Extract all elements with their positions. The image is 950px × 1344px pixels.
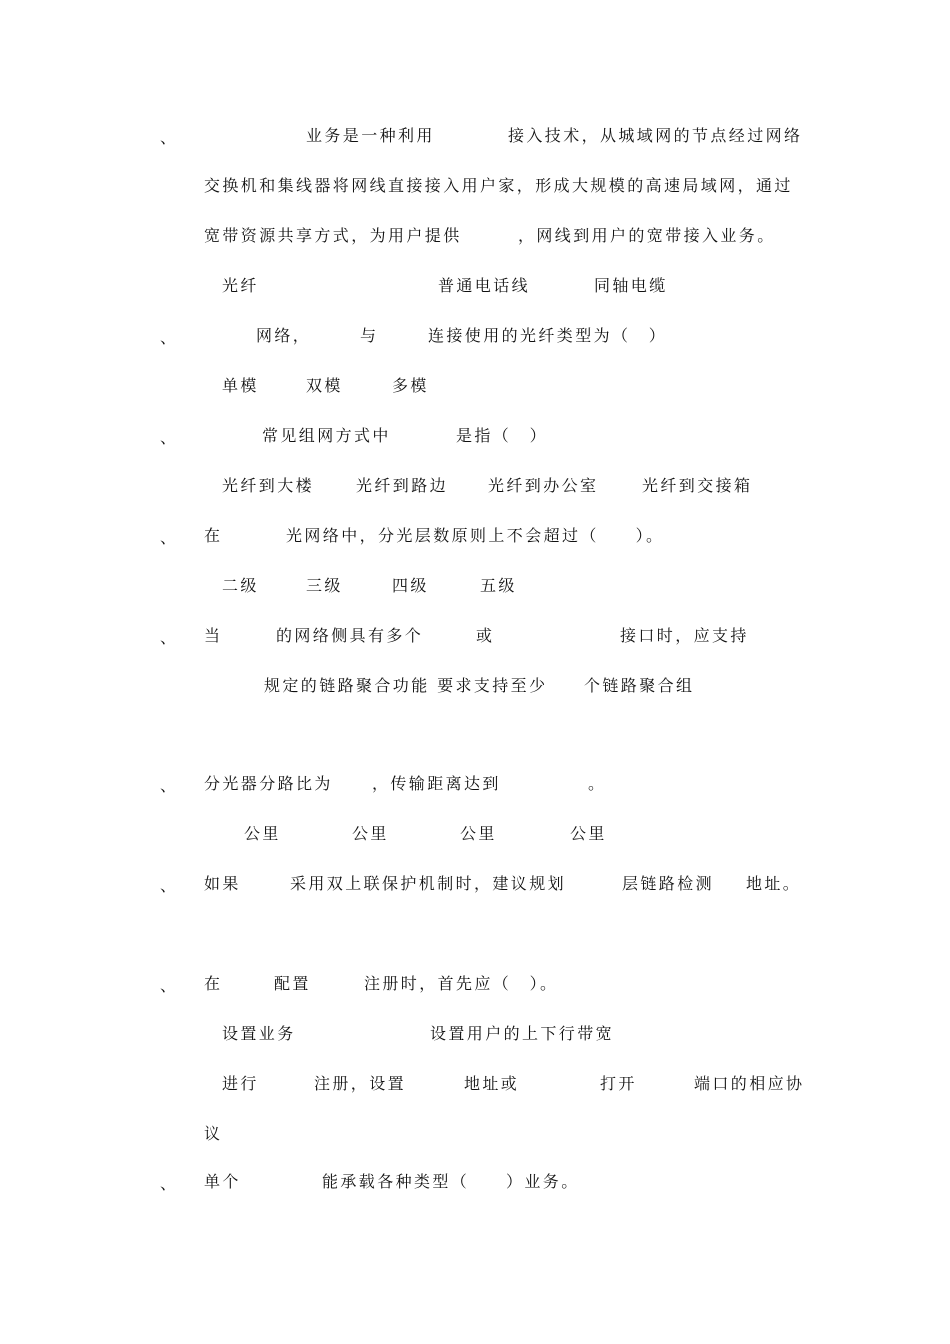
q5-text: 个链路聚合组 [584, 676, 695, 695]
q1-option: 普通电话线 [438, 276, 531, 295]
question-4-marker: 、 [160, 528, 177, 547]
q2-option: 双模 [306, 376, 343, 395]
q6-option: 公里 [460, 824, 497, 843]
q7-text: 采用双上联保护机制时，建议规划 [290, 874, 567, 893]
q4-text: 光网络中，分光层数原则上不会超过（ ）。 [286, 526, 665, 545]
q1-text: 接入技术，从城域网的节点经过网络 [508, 126, 803, 145]
q1-text: 业务是一种利用 [306, 126, 435, 145]
question-8-marker: 、 [160, 976, 177, 995]
q4-option: 四级 [392, 576, 429, 595]
q1-text: ，网线到用户的宽带接入业务。 [518, 226, 776, 245]
q8-option: 设置业务 [222, 1024, 296, 1043]
q8-option: 注册，设置 [314, 1074, 407, 1093]
q5-text: 的网络侧具有多个 [276, 626, 424, 645]
q1-option: 光纤 [222, 276, 259, 295]
q6-option: 公里 [244, 824, 281, 843]
q8-option: 打开 [600, 1074, 637, 1093]
q4-option: 五级 [480, 576, 517, 595]
q3-option: 光纤到交接箱 [642, 476, 753, 495]
q6-option: 公里 [570, 824, 607, 843]
q8-text: 配置 [274, 974, 311, 993]
question-3-marker: 、 [160, 428, 177, 447]
q8-option: 设置用户的上下行带宽 [430, 1024, 615, 1043]
q2-text: 网络， [256, 326, 312, 345]
q6-text: 分光器分路比为 [204, 774, 333, 793]
q5-text: 接口时，应支持 [620, 626, 749, 645]
q3-option: 光纤到办公室 [488, 476, 599, 495]
q3-text: 常见组网方式中 [262, 426, 391, 445]
question-2-marker: 、 [160, 328, 177, 347]
question-7-marker: 、 [160, 876, 177, 895]
q9-text: 能承载各种类型（ ）业务。 [322, 1172, 580, 1191]
q6-text: 。 [588, 774, 607, 793]
q2-text: 连接使用的光纤类型为（ ） [428, 326, 668, 345]
q7-text: 地址。 [746, 874, 802, 893]
q2-option: 多模 [392, 376, 429, 395]
q8-option: 端口的相应协 [694, 1074, 805, 1093]
q2-text: 与 [360, 326, 379, 345]
q1-text: 交换机和集线器将网线直接接入用户家，形成大规模的高速局域网，通过 [204, 176, 793, 195]
q8-text: 在 [204, 974, 223, 993]
q8-option: 进行 [222, 1074, 259, 1093]
q2-option: 单模 [222, 376, 259, 395]
q4-text: 在 [204, 526, 223, 545]
question-9-marker: 、 [160, 1174, 177, 1193]
q8-option: 地址或 [464, 1074, 520, 1093]
q3-option: 光纤到路边 [356, 476, 449, 495]
q6-text: ，传输距离达到 [372, 774, 501, 793]
q6-option: 公里 [352, 824, 389, 843]
q3-text: 是指（ ） [456, 426, 549, 445]
q4-option: 二级 [222, 576, 259, 595]
q5-text: 规定的链路聚合功能 要求支持至少 [264, 676, 548, 695]
q3-option: 光纤到大楼 [222, 476, 315, 495]
question-5-marker: 、 [160, 628, 177, 647]
q5-text: 或 [476, 626, 495, 645]
q5-text: 当 [204, 626, 223, 645]
q7-text: 层链路检测 [622, 874, 715, 893]
q1-text: 宽带资源共享方式，为用户提供 [204, 226, 462, 245]
q8-option: 议 [204, 1124, 223, 1143]
q8-text: 注册时，首先应（ ）。 [364, 974, 559, 993]
question-1-marker: 、 [160, 128, 177, 147]
q1-option: 同轴电缆 [594, 276, 668, 295]
q7-text: 如果 [204, 874, 241, 893]
q9-text: 单个 [204, 1172, 241, 1191]
q4-option: 三级 [306, 576, 343, 595]
question-6-marker: 、 [160, 776, 177, 795]
